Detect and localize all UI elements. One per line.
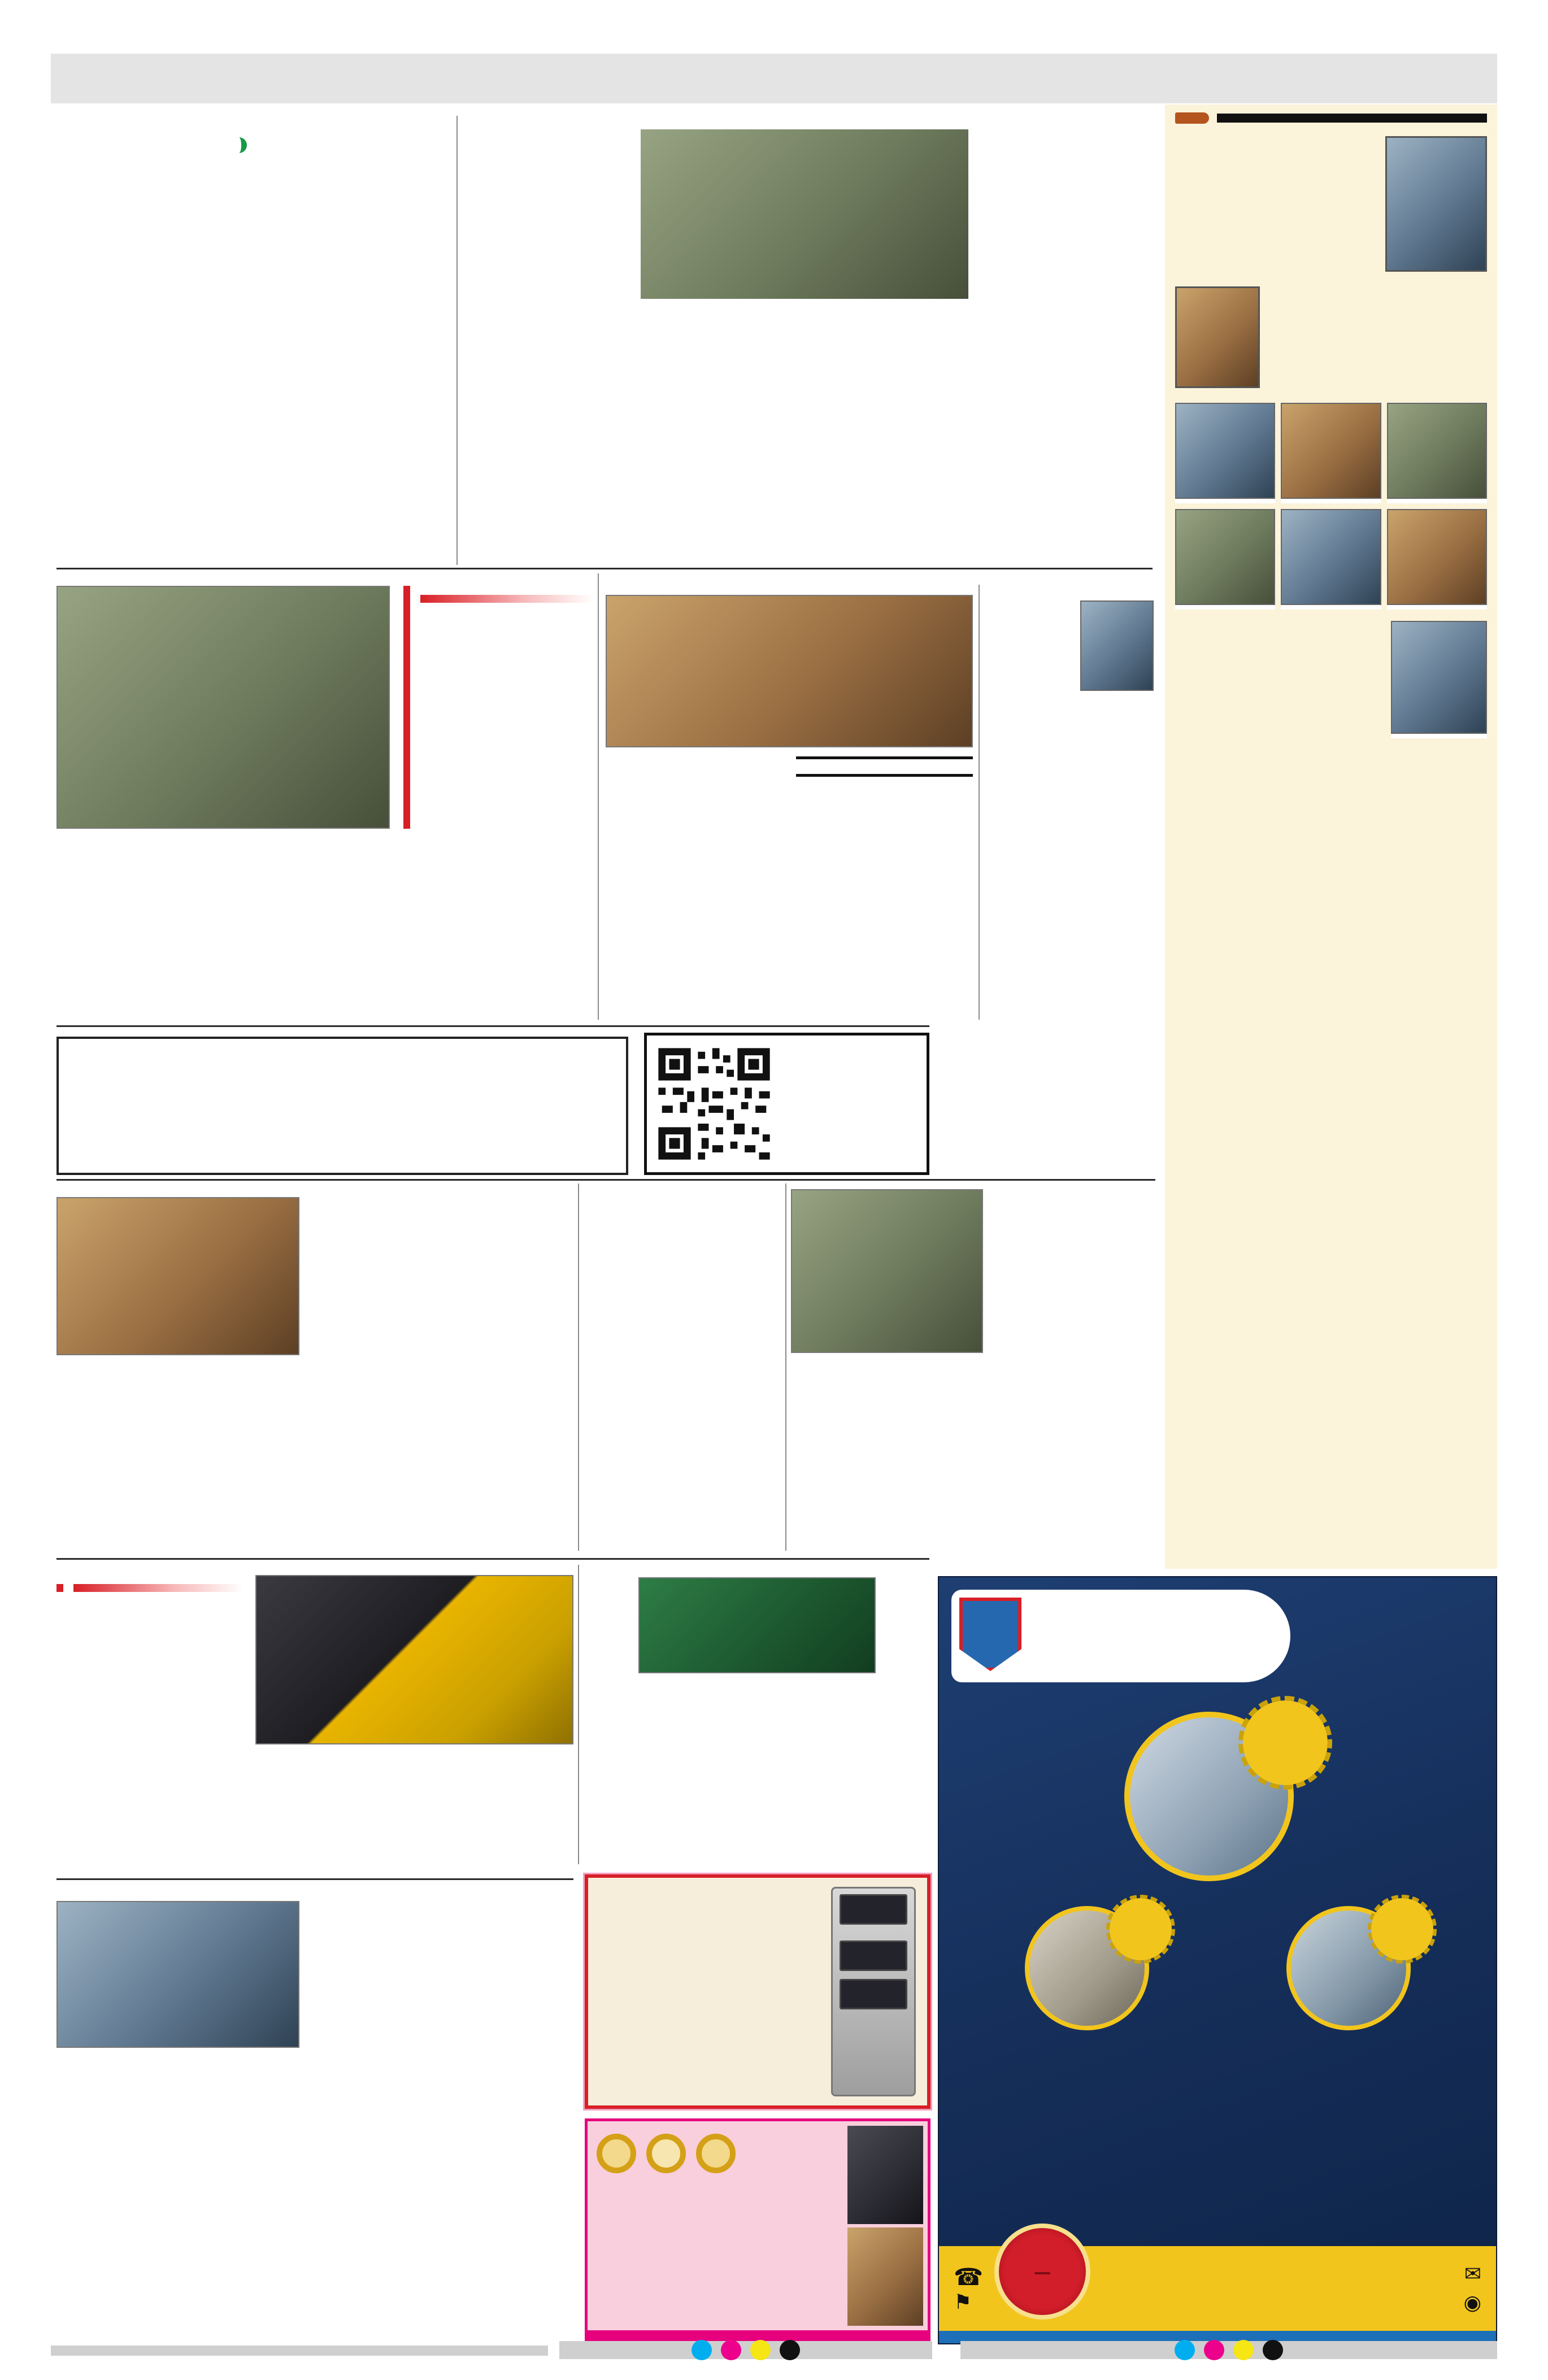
student-photo (1175, 286, 1260, 388)
tribute-photo (56, 1197, 299, 1355)
kisan-diwas-photo (641, 129, 968, 299)
article-kisan (463, 116, 1153, 565)
student-photo (1281, 509, 1381, 605)
rank1-badge (1243, 1700, 1328, 1785)
amlori-sidebox (56, 1584, 243, 1592)
student-photo (1175, 403, 1275, 499)
masthead (51, 54, 1497, 103)
section-rule (56, 1558, 929, 1560)
article-kachhwa (56, 116, 452, 565)
article-amlori (56, 1565, 573, 1874)
cyan-dot (1175, 2340, 1195, 2360)
email-icon: ✉ (1464, 2262, 1481, 2286)
ad-vps (938, 1576, 1497, 2344)
article-body (982, 129, 1146, 299)
yellow-dot (750, 2340, 771, 2360)
article-body (463, 129, 627, 299)
vps-email (1102, 2262, 1481, 2286)
jewellery-icon (696, 2134, 736, 2173)
sidebox-divider (73, 1584, 243, 1592)
badge-rule (1217, 114, 1487, 123)
vps-website (1102, 2291, 1481, 2314)
print-bar-cmyk (559, 2341, 932, 2359)
vps-phones (954, 2263, 983, 2291)
review-meeting-photo (791, 1189, 983, 1353)
student-name (1387, 605, 1487, 610)
student-photo (1391, 621, 1487, 734)
globe-icon: ◉ (1463, 2291, 1481, 2314)
article-ambedkar (585, 1565, 929, 1864)
qr-code-icon (655, 1045, 773, 1163)
vps-logo-shield (959, 1598, 1021, 1671)
vps-header-card (951, 1590, 1290, 1682)
black-dot (780, 2340, 800, 2360)
student-photo (1385, 136, 1487, 272)
ad-gn-power (585, 1874, 930, 2109)
print-bar-cmyk (960, 2341, 1497, 2359)
article-gangster (585, 1184, 780, 1551)
brief-news-rail (1165, 105, 1497, 1569)
student-name (1391, 734, 1487, 738)
ad-sunny-jewellers (585, 2118, 930, 2344)
location-pin-icon: ⚑ (954, 2291, 972, 2314)
column-rule (578, 1184, 579, 1551)
column-rule (979, 585, 980, 1020)
expo-sidebox (403, 586, 593, 829)
stabilizer-panel (840, 1894, 907, 1925)
student-photo (1387, 403, 1487, 499)
article-police-box (56, 1037, 628, 1175)
stabilizer-panel (840, 1979, 907, 2009)
section-rule (56, 568, 1153, 569)
tb-event-photo (606, 595, 973, 747)
aimim-event-photo (638, 1577, 876, 1673)
magenta-dot (1204, 2340, 1224, 2360)
student-name (1175, 499, 1275, 503)
article-body (606, 756, 782, 784)
article-mahila (984, 590, 1154, 1020)
article-samajik (56, 1184, 573, 1551)
vps-address (954, 2291, 983, 2314)
rank2-badge (1110, 1898, 1172, 1960)
section-rule (56, 1025, 929, 1027)
brief-news-badge (1175, 112, 1209, 124)
storefront-photo (847, 2126, 923, 2224)
column-rule (456, 116, 458, 565)
student-name (1281, 499, 1381, 503)
student-photo (1387, 509, 1487, 605)
student-name (1387, 499, 1487, 503)
black-dot (1263, 2340, 1283, 2360)
yellow-dot (1233, 2340, 1254, 2360)
column-rule (578, 1565, 579, 1864)
brief-body (1269, 286, 1487, 388)
jewellery-icon (646, 2134, 686, 2173)
expo-group-photo (56, 586, 390, 829)
student-name (1281, 605, 1381, 610)
dozer-launch-photo (255, 1575, 573, 1744)
brief-body (1175, 136, 1376, 272)
vps-footer-strip (939, 2246, 1496, 2331)
jewellery-icon (597, 2134, 636, 2173)
student-photo (1281, 403, 1381, 499)
article-swachh (791, 1178, 1155, 1551)
article-congress (420, 1884, 573, 2048)
article-body (262, 128, 452, 153)
badge-vps (1034, 2272, 1050, 2274)
pull-quote (56, 137, 247, 153)
article-expo (56, 573, 593, 1020)
print-bar (51, 2346, 548, 2356)
student-name (1175, 605, 1275, 610)
phone-icon: ☎ (954, 2263, 984, 2291)
article-nyayik-block (56, 1884, 573, 2339)
tb-quote-box (796, 756, 973, 777)
magenta-dot (721, 2340, 741, 2360)
section-rule (56, 1179, 1155, 1181)
cyan-dot (692, 2340, 712, 2360)
article-tb (606, 585, 973, 1020)
student-photo (1175, 509, 1275, 605)
sidebox-divider (420, 595, 593, 603)
rank3-badge (1371, 1898, 1433, 1960)
stabilizer-panel (840, 1940, 907, 1971)
storefront-photo (847, 2227, 923, 2326)
section-rule (56, 1878, 573, 1880)
qr-box (644, 1033, 929, 1175)
brief-item-avneesh (1175, 136, 1487, 272)
column-rule (598, 573, 599, 1020)
column-rule (785, 1184, 786, 1551)
vps-25years-badge (994, 2224, 1090, 2320)
brief-item-xaviers (1175, 403, 1487, 742)
leader-photo (1080, 601, 1154, 691)
stabilizer-image (831, 1887, 916, 2096)
brief-item-adhyanash (1175, 286, 1487, 388)
farewell-photo (56, 1901, 299, 2048)
